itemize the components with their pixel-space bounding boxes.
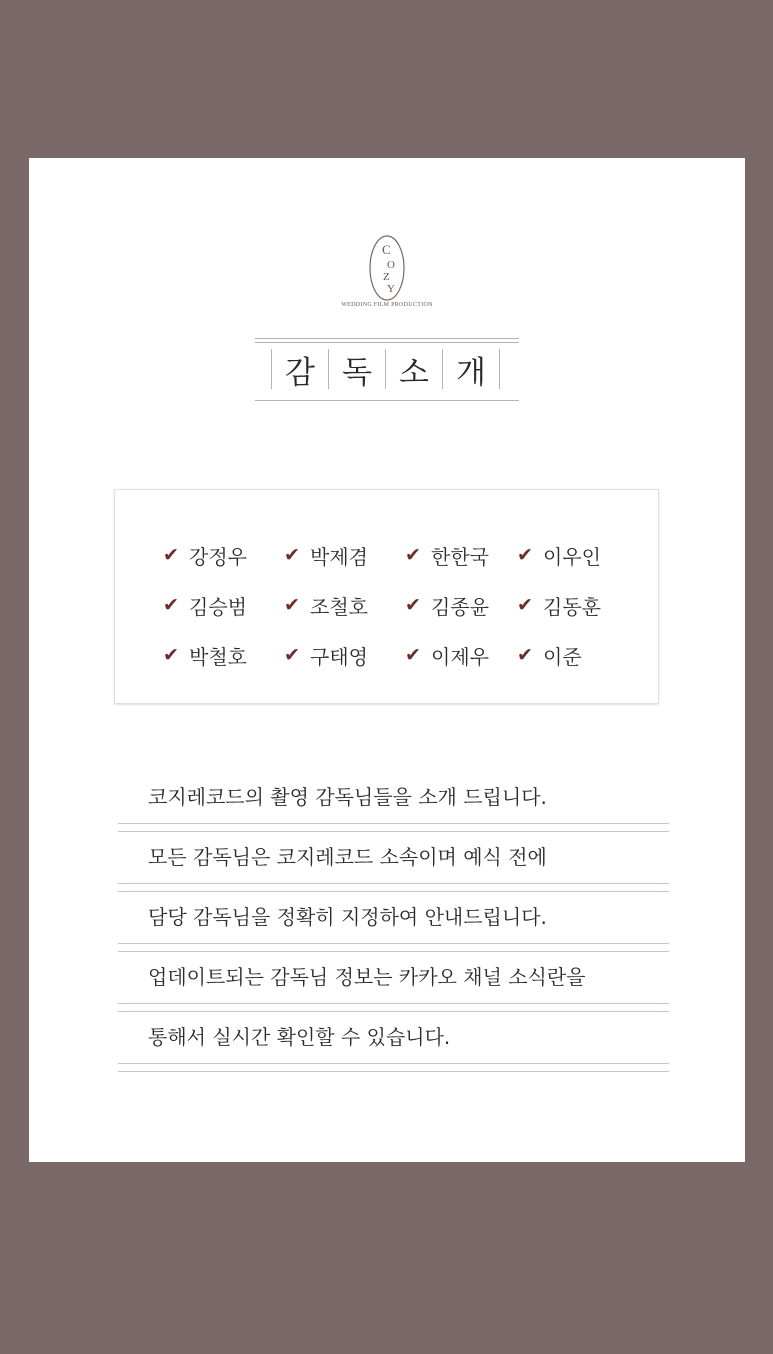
director-item <box>405 530 517 580</box>
director-name: 구태영 <box>310 644 368 669</box>
notice-text: 코지레코드의 촬영 감독님들을 소개 드립니다. <box>148 785 547 809</box>
director-grid <box>163 530 617 680</box>
title-char: 독 <box>328 349 385 389</box>
check-icon: ✔ <box>517 644 533 666</box>
rule-line <box>118 1063 669 1064</box>
title-bottom-rule <box>255 400 519 401</box>
check-icon: ✔ <box>284 644 300 666</box>
director-name: 박철호 <box>189 644 247 669</box>
director-item <box>405 580 517 630</box>
notice-line <box>118 1001 669 1061</box>
title-top-rule <box>255 338 519 339</box>
check-icon: ✔ <box>405 594 421 616</box>
logo-letter-y: Y <box>387 283 395 295</box>
director-item <box>284 580 405 630</box>
page-title <box>255 338 519 401</box>
notice-lines <box>118 761 669 1061</box>
cozy-logo <box>339 234 435 316</box>
logo-letter-o: O <box>387 259 395 271</box>
check-icon: ✔ <box>517 544 533 566</box>
logo-letter-c: C <box>382 242 391 257</box>
title-cells <box>271 349 500 389</box>
check-icon: ✔ <box>284 594 300 616</box>
check-icon: ✔ <box>284 544 300 566</box>
notice-text: 통해서 실시간 확인할 수 있습니다. <box>148 1025 451 1049</box>
director-name: 이제우 <box>431 644 489 669</box>
notice-text: 모든 감독님은 코지레코드 소속이며 예식 전에 <box>148 845 547 869</box>
check-icon: ✔ <box>405 544 421 566</box>
notice-line <box>118 941 669 1001</box>
notice-line <box>118 881 669 941</box>
notice-line <box>118 761 669 821</box>
content-card <box>29 158 745 1162</box>
notice-line <box>118 821 669 881</box>
director-item <box>517 630 617 680</box>
title-char: 소 <box>385 349 442 389</box>
director-list-box <box>114 489 659 704</box>
director-item <box>517 580 617 630</box>
check-icon: ✔ <box>405 644 421 666</box>
director-name: 김종윤 <box>431 594 489 619</box>
logo-letter-z: Z <box>383 271 390 283</box>
director-item <box>163 530 284 580</box>
director-name: 김승범 <box>189 594 247 619</box>
title-char: 개 <box>442 349 500 389</box>
director-name: 박제겸 <box>310 544 368 569</box>
notice-text: 업데이트되는 감독님 정보는 카카오 채널 소식란을 <box>148 965 586 989</box>
notice-text: 담당 감독님을 정확히 지정하여 안내드립니다. <box>148 905 547 929</box>
director-item <box>163 630 284 680</box>
title-char: 감 <box>271 349 328 389</box>
director-item <box>517 530 617 580</box>
check-icon: ✔ <box>163 644 179 666</box>
director-name: 조철호 <box>310 594 368 619</box>
director-item <box>284 630 405 680</box>
check-icon: ✔ <box>163 594 179 616</box>
rule-line <box>118 1071 669 1072</box>
director-name: 한한국 <box>431 544 489 569</box>
logo-subtitle: WEDDING FILM PRODUCTION <box>341 302 433 308</box>
director-name: 이준 <box>543 644 582 669</box>
director-name: 이우인 <box>543 544 601 569</box>
check-icon: ✔ <box>517 594 533 616</box>
title-top-rule-inner <box>255 342 519 343</box>
director-item <box>284 530 405 580</box>
director-item <box>163 580 284 630</box>
director-name: 강정우 <box>189 544 247 569</box>
director-name: 김동훈 <box>543 594 601 619</box>
check-icon: ✔ <box>163 544 179 566</box>
director-item <box>405 630 517 680</box>
